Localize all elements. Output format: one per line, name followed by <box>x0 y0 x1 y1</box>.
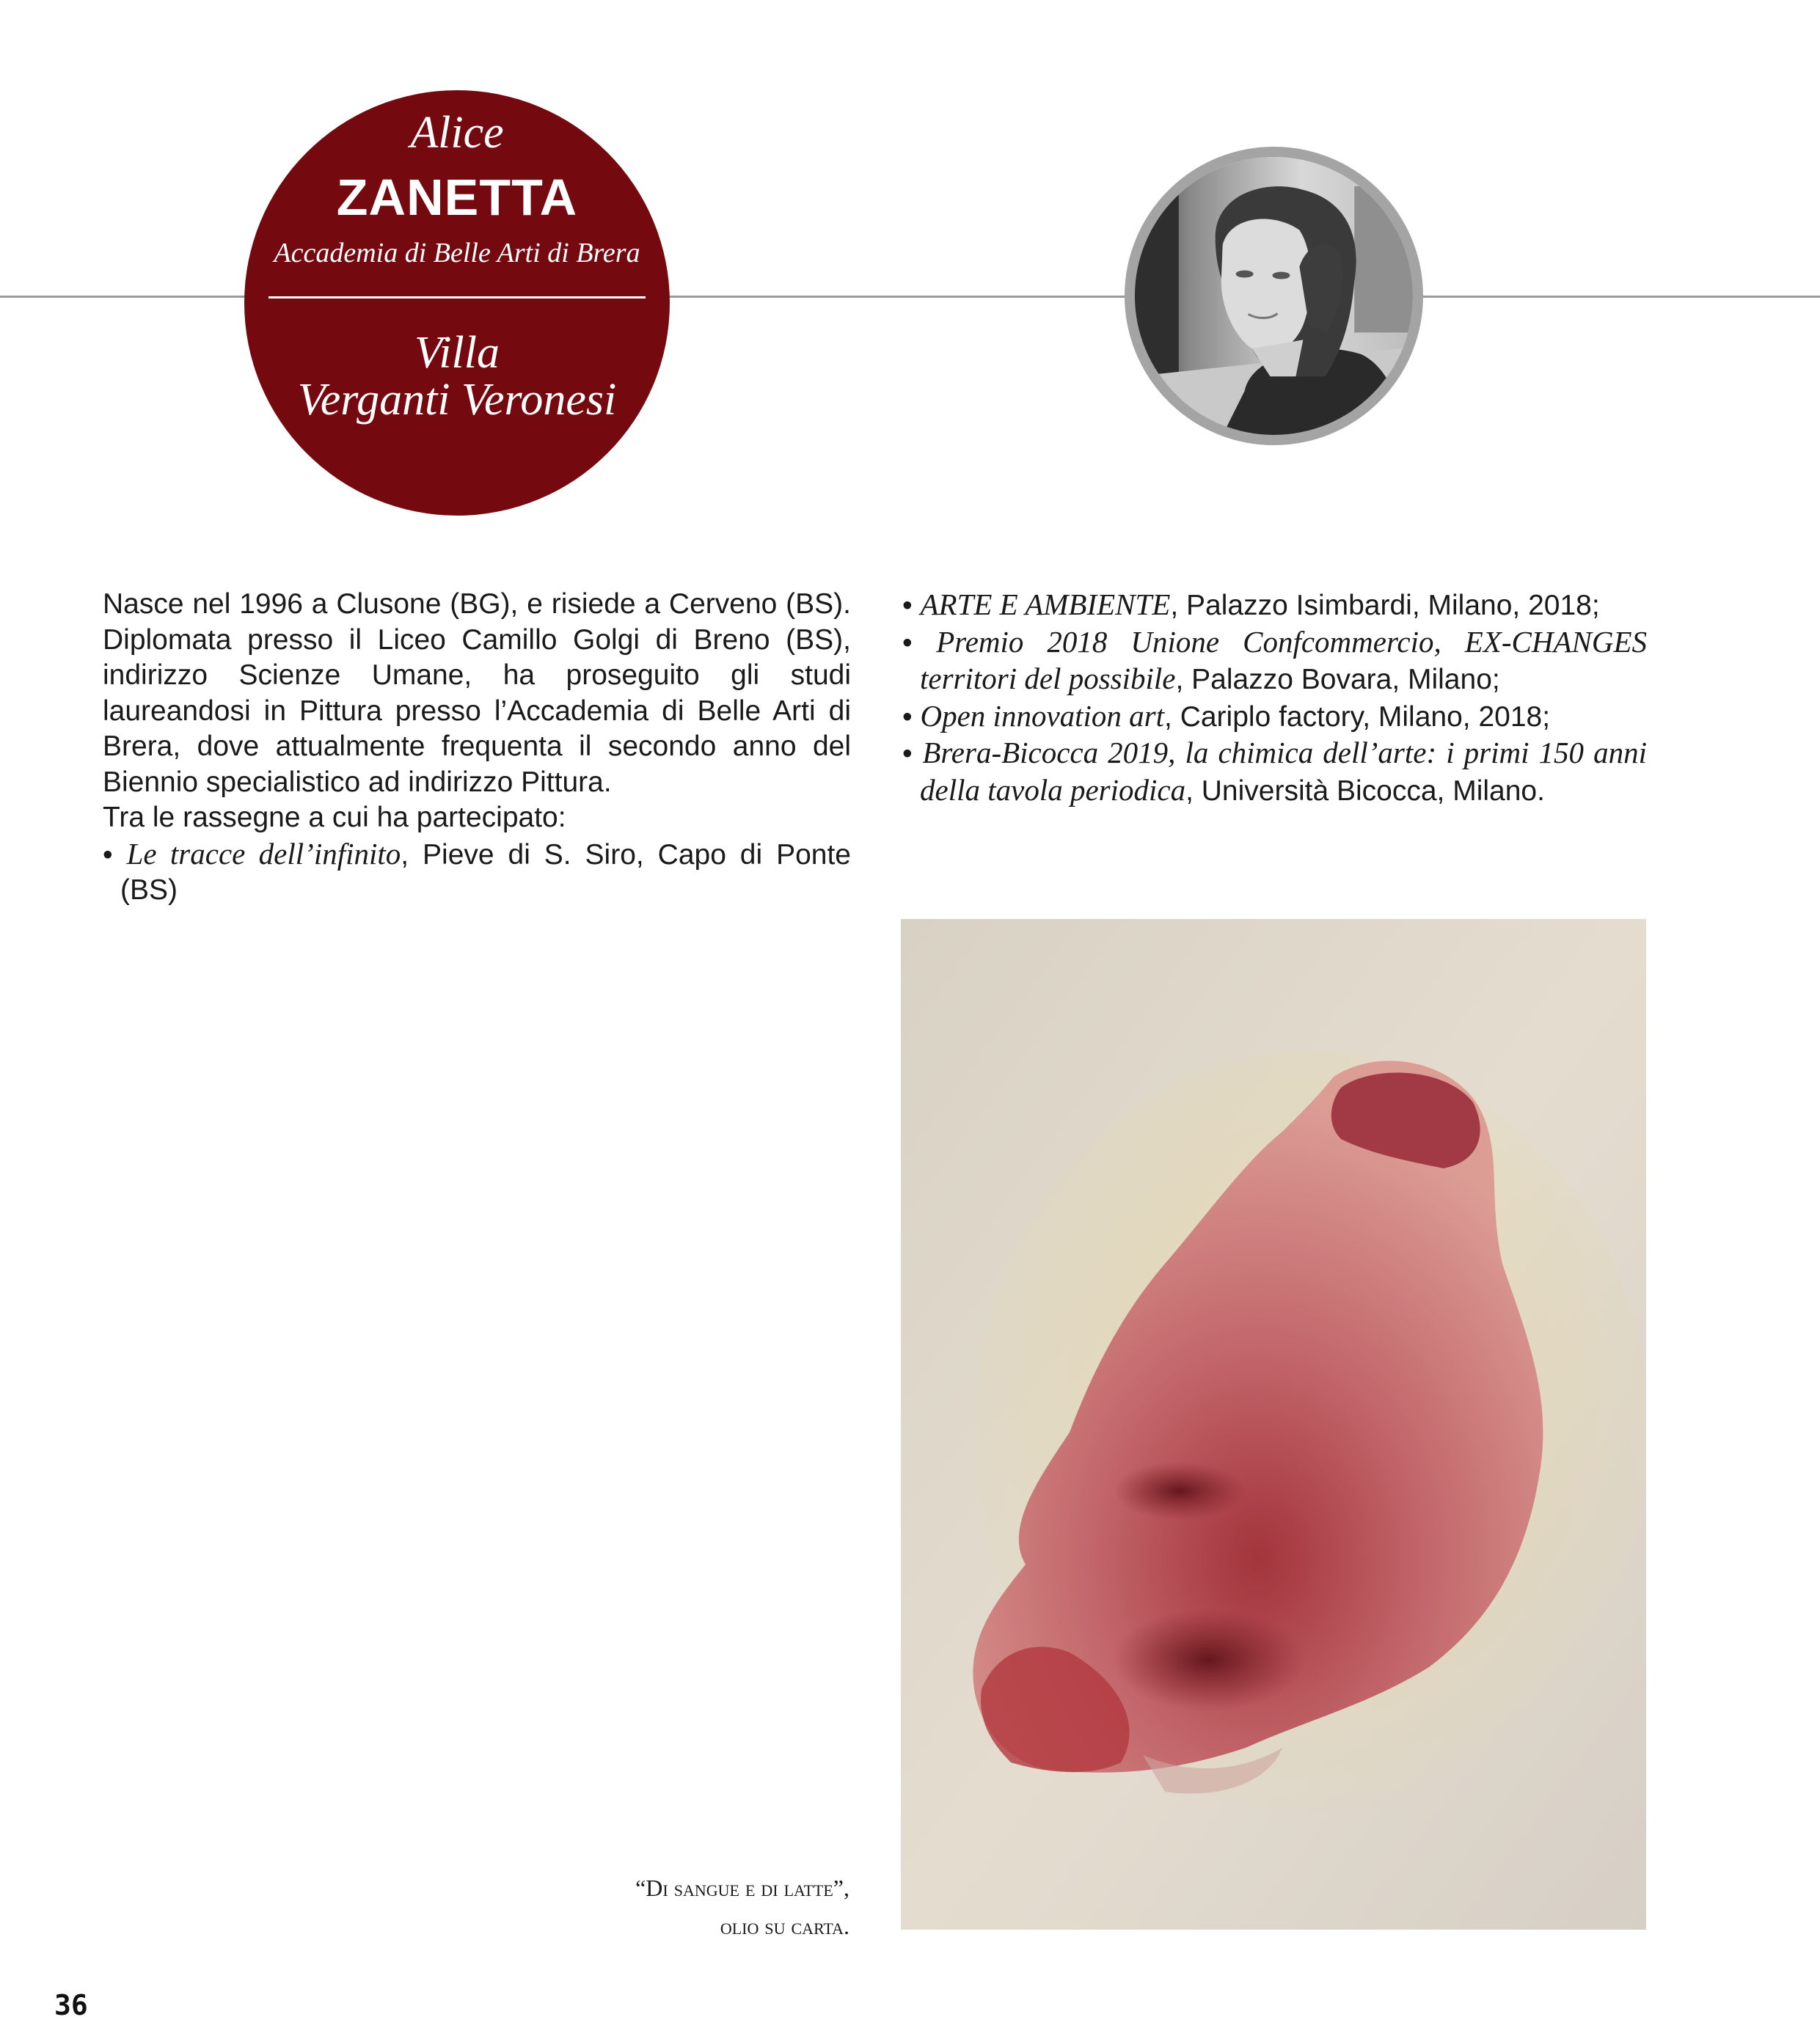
artist-portrait <box>1125 147 1423 445</box>
venue-line-1: Villa <box>414 328 500 378</box>
badge-divider <box>268 296 646 299</box>
exhibition-title: ARTE E AMBIENTE <box>920 587 1171 621</box>
artwork-medium: olio su carta. <box>720 1913 849 1939</box>
bullet: • <box>103 838 113 871</box>
exhibition-title: Le tracce dell’infinito <box>126 836 401 871</box>
page-number: 36 <box>54 1989 88 2021</box>
exhibition-details: , Cariplo factory, Milano, 2018; <box>1164 700 1551 733</box>
exhibition-item <box>902 698 1647 736</box>
exhibition-item <box>902 735 1647 809</box>
bio-text: Nasce nel 1996 a Clusone (BG), e risiede a Cerveno (BS). Diplomata presso il Liceo Camillo Golgi di Breno (BS), indirizzo Scienze Umane, ha proseguito gli studi laureandosi in Pittura presso l’Accademia di Belle Arti di Brera, dove attualmente frequenta il secondo anno del Biennio specialistico ad indirizzo Pittura. <box>103 588 851 798</box>
exhibition-item <box>103 836 851 909</box>
artwork-caption <box>635 1869 849 1945</box>
artist-last-name: ZANETTA <box>336 169 578 226</box>
exhibition-title: Premio 2018 Unione Confcommercio, EX-CHANGES territori del possibile <box>920 624 1647 695</box>
exhibition-details: , Pieve di S. Siro, Capo di Ponte (BS) <box>120 838 852 906</box>
artwork-image <box>901 919 1646 1930</box>
artwork-title: “Di sangue e di latte”, <box>635 1875 849 1901</box>
exhibition-details: , Palazzo Isimbardi, Milano, 2018; <box>1170 590 1600 621</box>
bio-column <box>103 587 851 909</box>
portrait-image <box>1135 157 1413 435</box>
exhibition-title: Brera-Bicocca 2019, la chimica dell’arte: i primi 150 anni della tavola periodica <box>920 736 1648 807</box>
bullet: • <box>902 626 913 659</box>
academy-name: Accademia di Belle Arti di Brera <box>274 238 640 268</box>
venue-name <box>244 329 670 423</box>
artist-badge <box>244 90 670 516</box>
exhibition-item <box>902 587 1647 624</box>
exhibition-details: , Palazzo Bovara, Milano; <box>1175 664 1500 695</box>
bullet: • <box>902 738 913 769</box>
artist-first-name: Alice <box>410 108 504 158</box>
exhibition-item <box>902 624 1647 698</box>
exhibition-details: , Università Bicocca, Milano. <box>1185 775 1545 807</box>
venue-line-2: Verganti Veronesi <box>297 375 617 425</box>
exhibitions-intro: Tra le rassegne a cui ha partecipato: <box>103 802 566 833</box>
bullet: • <box>902 700 913 733</box>
bullet: • <box>902 590 913 621</box>
exhibitions-column <box>902 587 1647 809</box>
artwork-painting <box>901 919 1646 1930</box>
exhibition-title: Open innovation art <box>920 698 1165 733</box>
